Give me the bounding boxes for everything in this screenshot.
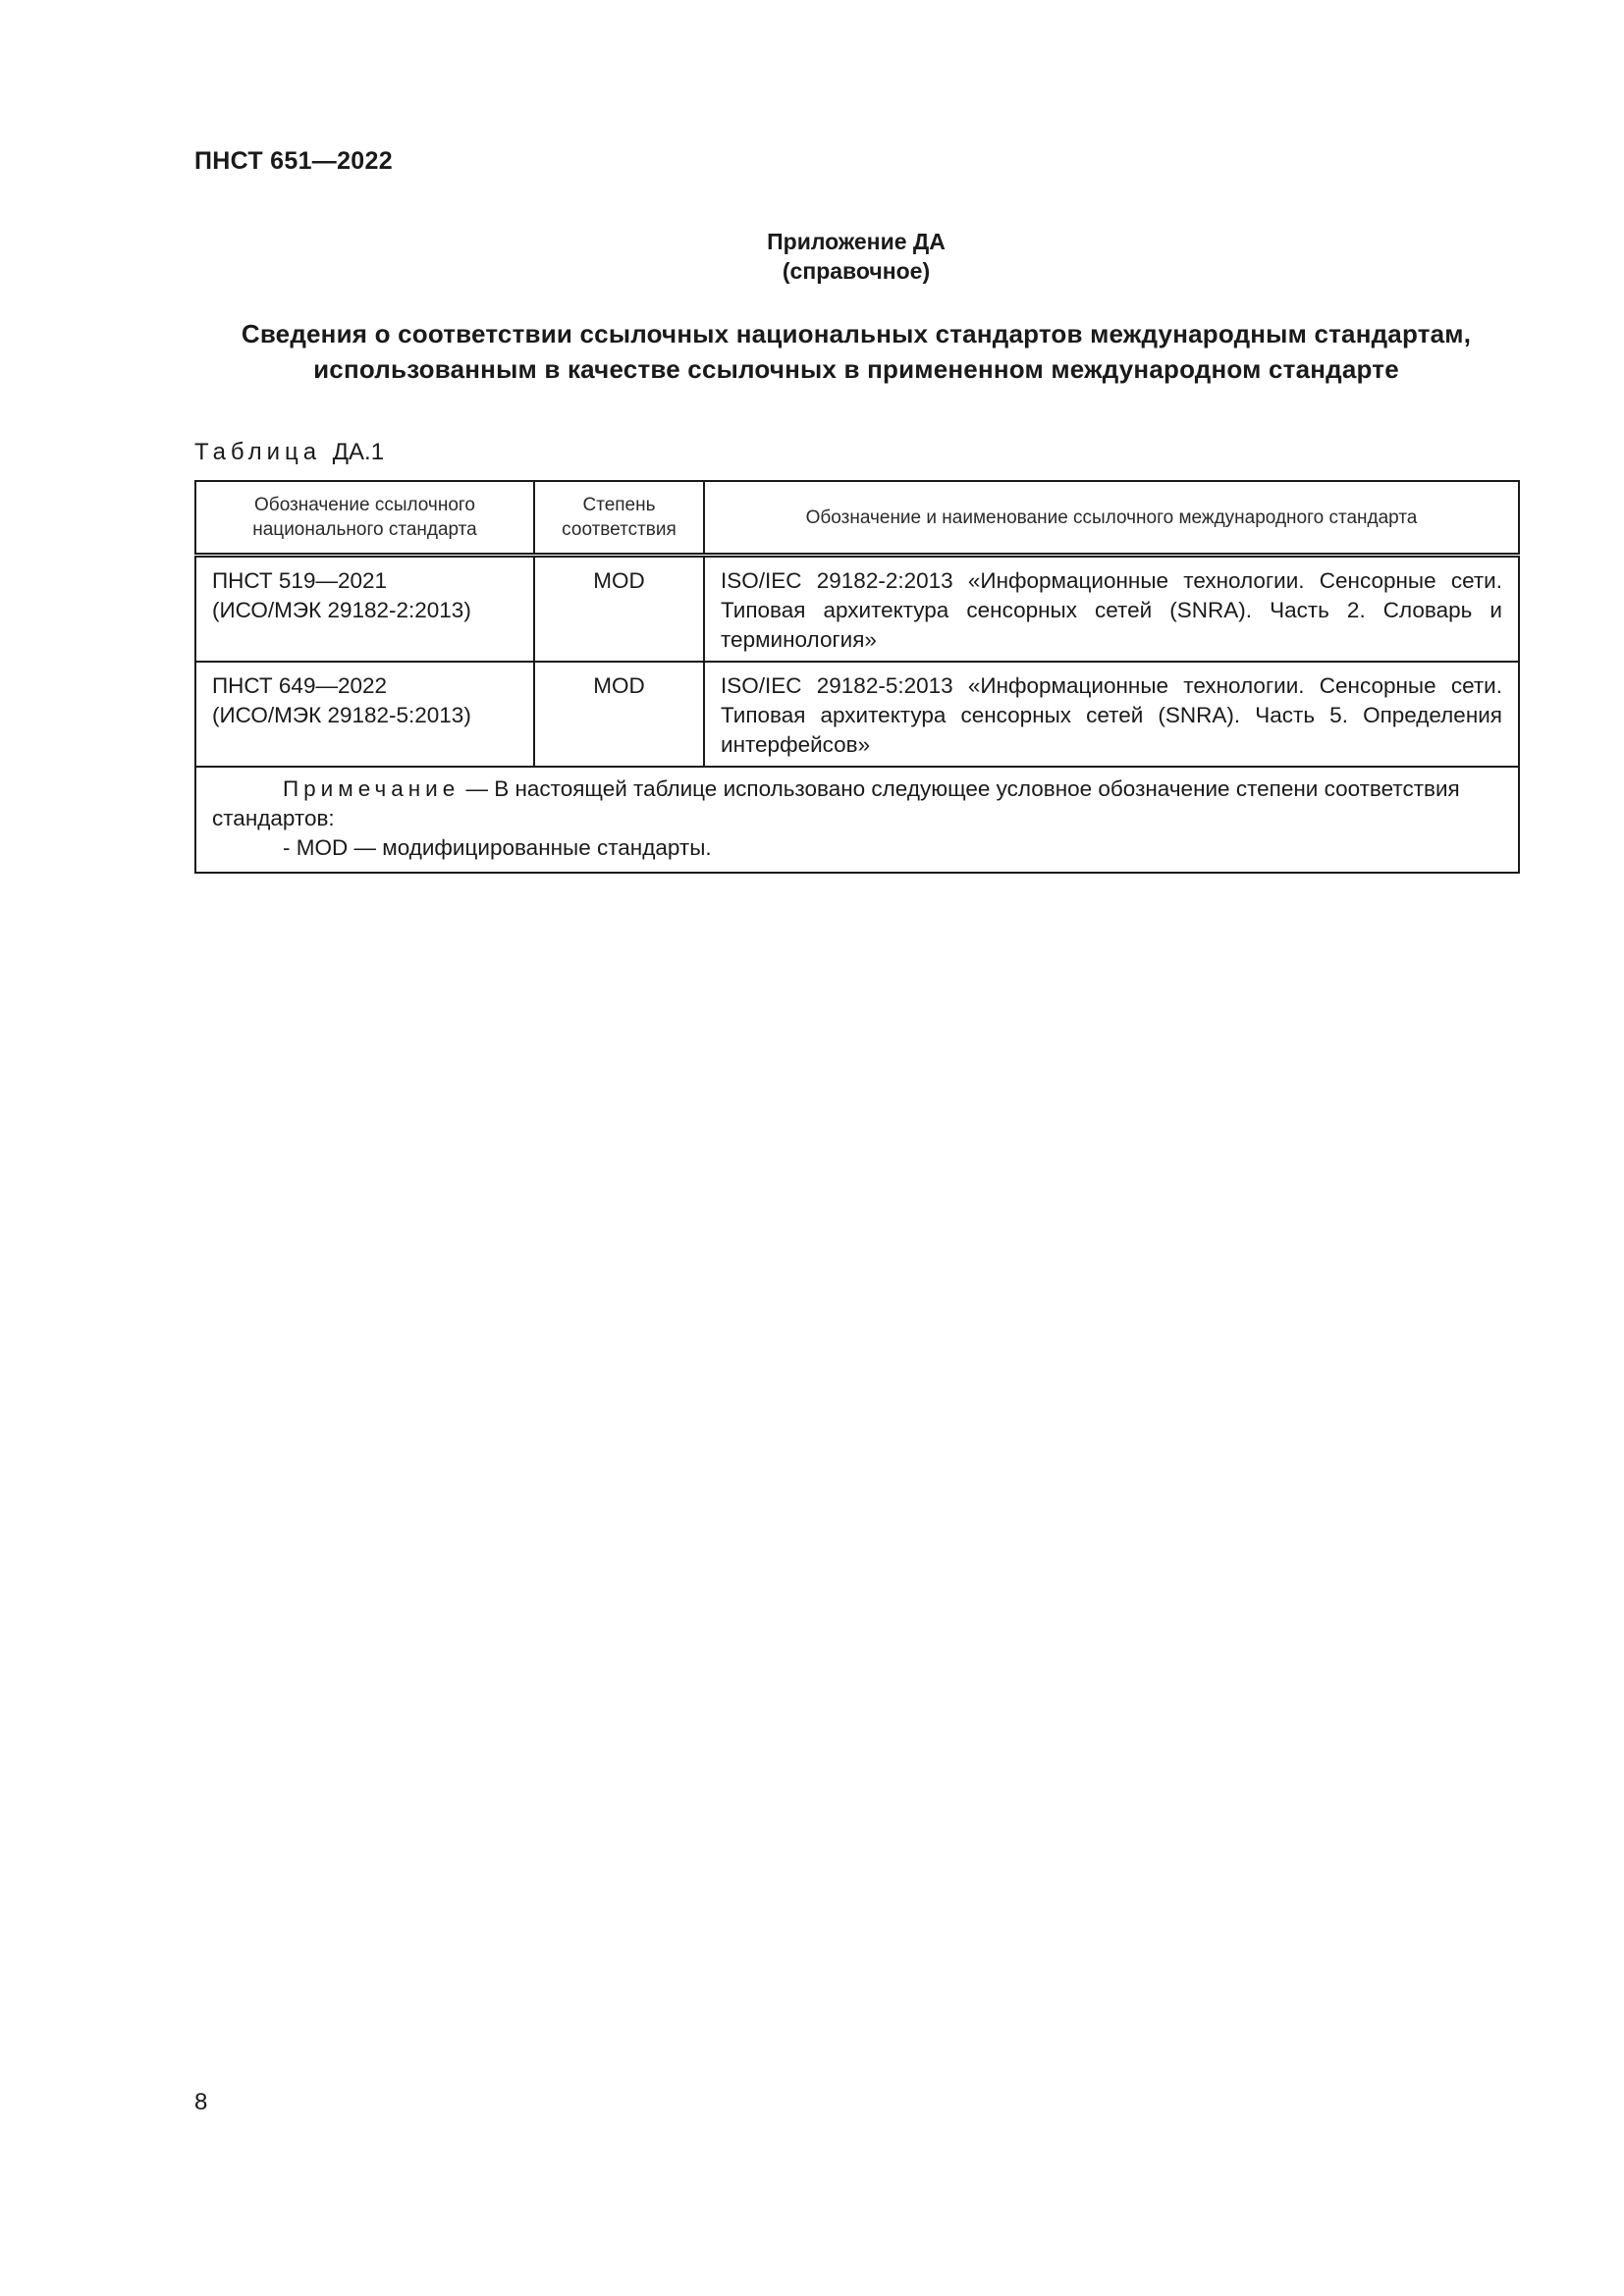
header-degree: Степень соответствия — [534, 481, 704, 556]
cell-international-standard: ISO/IEC 29182-5:2013 «Информационные технологии. Сенсорные сети. Типовая архитектура сенсорных сетей (SNRA). Часть 5. Определения интерфейсов» — [704, 662, 1519, 767]
appendix-title: Приложение ДА — [767, 229, 946, 254]
appendix-subtitle: (справочное) — [782, 258, 931, 284]
cell-international-standard: ISO/IEC 29182-2:2013 «Информационные технологии. Сенсорные сети. Типовая архитектура сенсорных сетей (SNRA). Часть 2. Словарь и терминология» — [704, 556, 1519, 663]
table-row — [195, 556, 1519, 663]
document-code: ПНСТ 651—2022 — [194, 147, 393, 175]
table-note-row — [195, 767, 1519, 873]
cell-national-standard: ПНСТ 649—2022 (ИСО/МЭК 29182-5:2013) — [195, 662, 534, 767]
page-number: 8 — [194, 2089, 208, 2115]
section-title — [194, 316, 1518, 387]
table-row — [195, 662, 1519, 767]
cell-degree: MOD — [534, 556, 704, 663]
table-header-row — [195, 481, 1519, 556]
appendix-heading — [194, 227, 1518, 286]
section-title-line-1: Сведения о соответствии ссылочных национальных стандартов международным стандартам, — [241, 319, 1472, 348]
header-international-standard: Обозначение и наименование ссылочного международного стандарта — [704, 481, 1519, 556]
table-caption — [194, 439, 384, 466]
section-title-line-2: использованным в качестве ссылочных в примененном международном стандарте — [313, 354, 1399, 384]
table-note — [195, 767, 1519, 873]
cell-degree: MOD — [534, 662, 704, 767]
note-text: Примечание — В настоящей таблице использовано следующее условное обозначение степени соответствия стандартов: — [212, 776, 1460, 830]
cell-national-standard: ПНСТ 519—2021 (ИСО/МЭК 29182-2:2013) — [195, 556, 534, 663]
note-item: - MOD — модифицированные стандарты. — [283, 835, 712, 860]
header-national-standard: Обозначение ссылочного национального стандарта — [195, 481, 534, 556]
correspondence-table — [194, 480, 1520, 874]
note-label: Примечание — [283, 776, 460, 801]
table-caption-number: ДА.1 — [332, 439, 385, 465]
table-caption-label: Таблица — [194, 439, 322, 465]
